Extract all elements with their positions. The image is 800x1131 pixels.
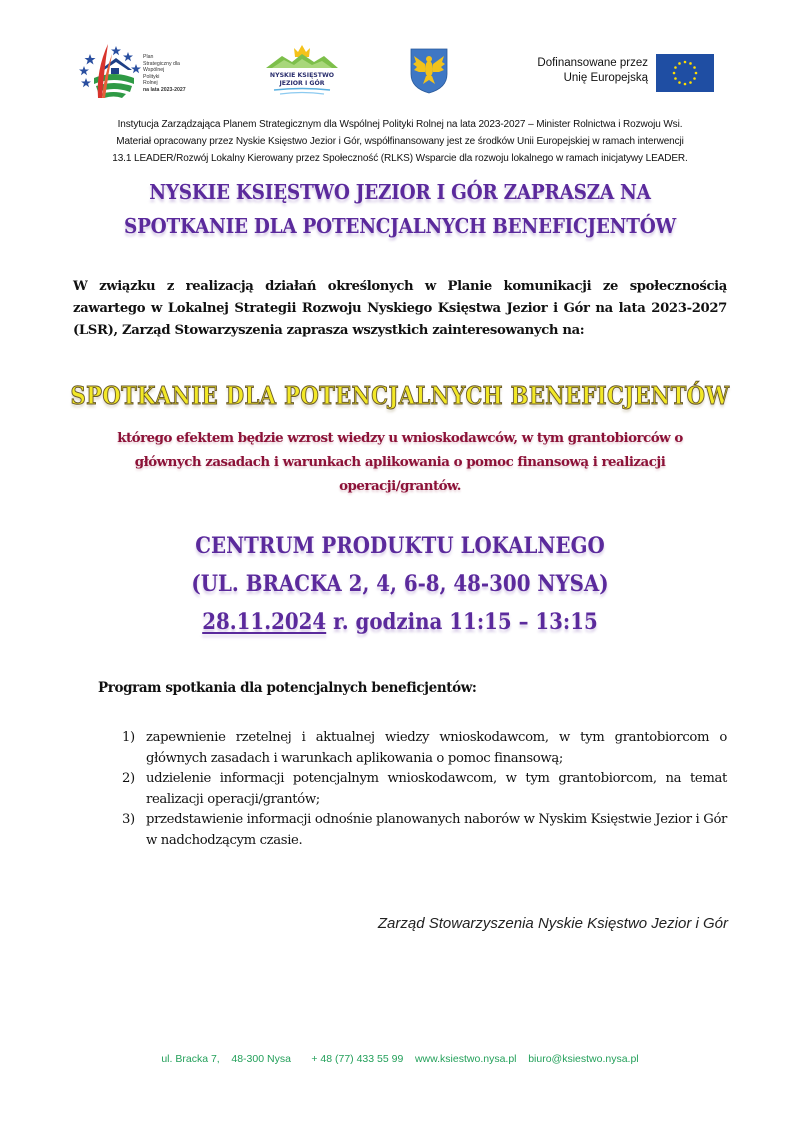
- footer-phone[interactable]: + 48 (77) 433 55 99: [311, 1053, 404, 1065]
- disclaimer-line: Materiał opracowany przez Nyskie Księstwo Jezior i Gór, współfinansowany jest ze środków Unii Europejskiej w ramach interwencji: [116, 136, 684, 147]
- nkjg-line1: NYSKIE KSIĘSTWO: [269, 72, 335, 79]
- eu-star-icon: [684, 61, 687, 64]
- footer-contact: [0, 1053, 800, 1065]
- eagle-shield-icon: [410, 48, 448, 94]
- eu-text-line2: Unię Europejską: [563, 72, 648, 84]
- venue-address: (UL. BRACKA 2, 4, 6-8, 48-300 NYSA): [191, 571, 609, 597]
- page-title-line1: NYSKIE KSIĘSTWO JEZIOR I GÓR ZAPRASZA NA: [149, 180, 651, 204]
- effect-line: którego efektem będzie wzrost wiedzy u wnioskodawców, w tym grantobiorców o: [117, 430, 683, 446]
- event-date: 28.11.2024: [202, 609, 327, 635]
- event-datetime: [40, 609, 760, 635]
- event-effect: [90, 426, 710, 498]
- program-item-number: 2): [122, 771, 135, 786]
- program-item-text: przedstawienie informacji odnośnie planowanych naborów w Nyskim Księstwie Jezior i Gór w nadchodzącym czasie.: [146, 812, 727, 848]
- eu-text-line1: Dofinansowane przez: [537, 57, 648, 69]
- footer-address: ul. Bracka 7, 48-300 Nysa: [161, 1053, 291, 1065]
- mountains-crown-icon: [264, 42, 340, 98]
- program-item-number: 3): [122, 812, 135, 827]
- eu-star-icon: [674, 77, 677, 80]
- program-item: [122, 810, 727, 851]
- event-title: SPOTKANIE DLA POTENCJALNYCH BENEFICJENTÓW: [70, 381, 730, 410]
- eu-star-icon: [684, 83, 687, 86]
- eu-cofinancing-logo: [508, 54, 720, 94]
- page-title-line2: SPOTKANIE DLA POTENCJALNYCH BENEFICJENTÓW: [124, 214, 676, 238]
- intro-paragraph: W związku z realizacją działań określonych w Planie komunikacji ze społecznością zawartego w Lokalnej Strategii Rozwoju Nyskiego Księstwa Jezior i Gór na lata 2023-2027 (LSR), Zarząd Stowarzyszenia zaprasza wszystkich zainteresowanych na:: [73, 279, 727, 338]
- program-item: [122, 728, 727, 769]
- funding-disclaimer: [60, 116, 740, 167]
- eu-star-icon: [673, 72, 676, 75]
- eu-star-icon: [674, 66, 677, 69]
- eu-cofinancing-text: [508, 56, 648, 86]
- nyskie-ksiestwo-logo: [264, 42, 340, 98]
- eu-star-icon: [678, 62, 681, 65]
- opolskie-coat-of-arms: [410, 48, 448, 94]
- program-item-number: 1): [122, 730, 135, 745]
- caption-line: Strategiczny dla: [143, 60, 180, 67]
- program-title: Program spotkania dla potencjalnych beneficjentów:: [98, 680, 477, 696]
- caption-line: Polityki: [143, 73, 160, 80]
- footer-email-link[interactable]: biuro@ksiestwo.nysa.pl: [528, 1053, 639, 1065]
- venue-name: CENTRUM PRODUKTU LOKALNEGO: [195, 533, 605, 559]
- caption-line: Rolnej: [143, 80, 158, 86]
- plan-strategiczny-logo: [78, 40, 198, 102]
- effect-line: głównych zasadach i warunkach aplikowania o pomoc finansową i realizacji: [134, 454, 666, 470]
- disclaimer-line: 13.1 LEADER/Rozwój Lokalny Kierowany przez Społeczność (RLKS) Wsparcie dla rozwoju lokalnego w ramach inicjatywy LEADER.: [112, 153, 688, 164]
- signature: Zarząd Stowarzyszenia Nyskie Księstwo Jezior i Gór: [377, 915, 728, 932]
- plan-strategiczny-caption: [143, 54, 186, 93]
- eu-flag-icon: [656, 54, 714, 92]
- footer-website-link[interactable]: www.ksiestwo.nysa.pl: [414, 1053, 517, 1065]
- effect-line: operacji/grantów.: [339, 478, 461, 494]
- program-item: [122, 769, 727, 810]
- eu-star-icon: [689, 81, 692, 84]
- nkjg-line2: JEZIOR I GÓR: [279, 80, 325, 87]
- caption-line: na lata 2023-2027: [143, 86, 186, 93]
- eu-star-icon: [689, 62, 692, 65]
- event-time: r. godzina 11:15 – 13:15: [326, 609, 598, 635]
- caption-line: Wspólnej: [143, 67, 165, 73]
- program-item-text: zapewnienie rzetelnej i aktualnej wiedzy wnioskodawcom, w tym grantobiorcom o głównych zasadach i warunkach aplikowania o pomoc finansową;: [146, 730, 727, 766]
- eu-star-icon: [693, 77, 696, 80]
- plan-strategiczny-emblem-icon: [78, 40, 142, 102]
- program-item-text: udzielenie informacji potencjalnym wnioskodawcom, w tym grantobiorcom, na temat realizacji operacji/grantów;: [146, 771, 727, 807]
- logo-bar: [78, 38, 718, 104]
- disclaimer-line: Instytucja Zarządzająca Planem Strategicznym dla Wspólnej Polityki Rolnej na lata 2023-2027 – Minister Rolnictwa i Rozwoju Wsi.: [117, 119, 683, 130]
- eu-star-icon: [693, 66, 696, 69]
- eu-star-icon: [695, 72, 698, 75]
- caption-line: Plan: [143, 54, 154, 60]
- program-list: [122, 728, 727, 851]
- eu-star-icon: [678, 81, 681, 84]
